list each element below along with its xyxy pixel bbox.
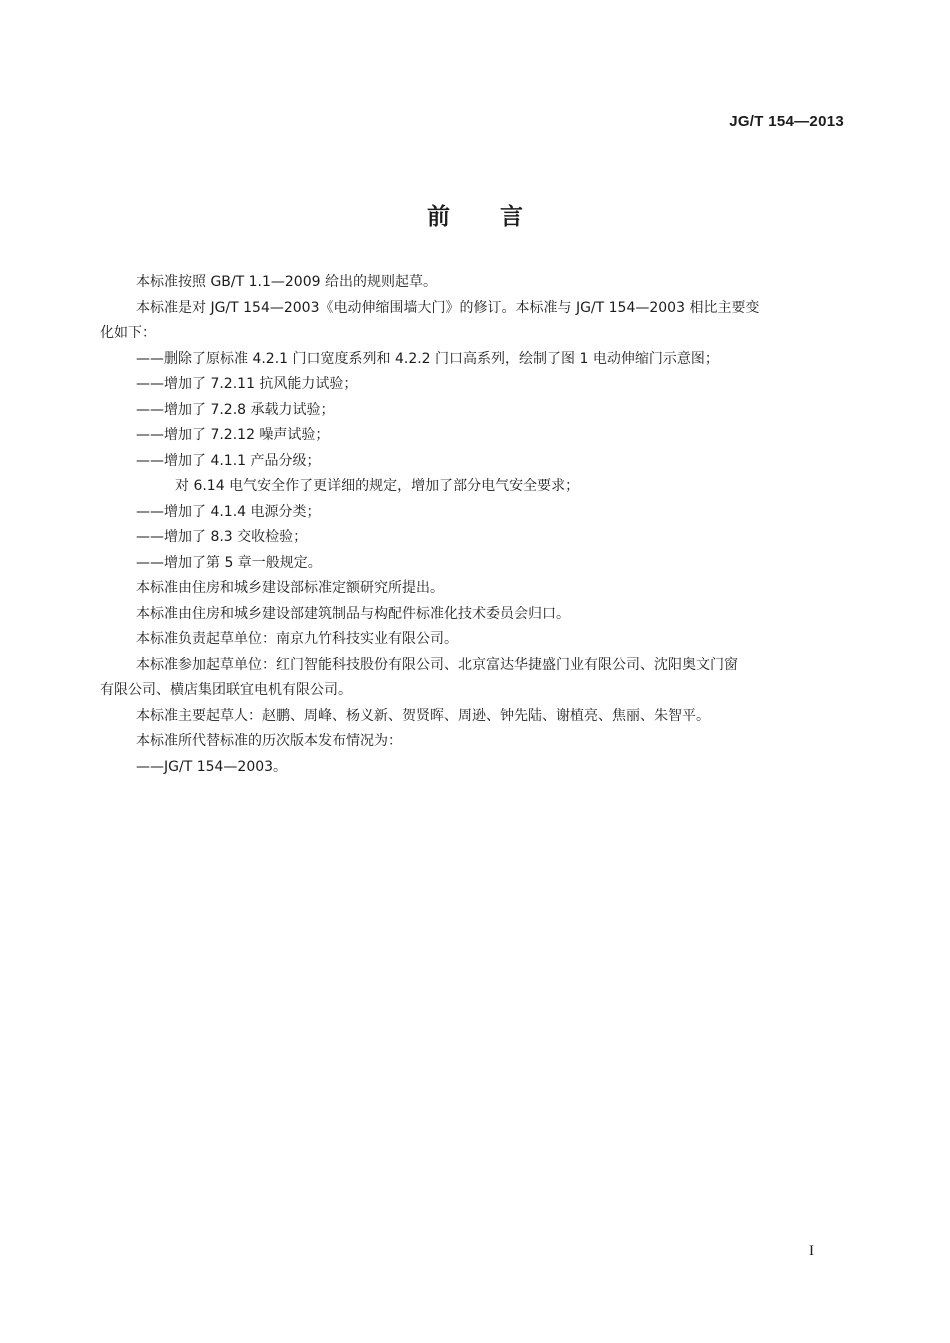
change-list-item: ——增加了 7.2.12 噪声试验； bbox=[136, 427, 330, 443]
change-list-item: ——增加了 7.2.11 抗风能力试验； bbox=[136, 376, 358, 392]
paragraph-line: 本标准参加起草单位：红门智能科技股份有限公司、北京富达华捷盛门业有限公司、沈阳奥文门窗 bbox=[136, 656, 738, 673]
change-list-item: ——增加了第 5 章一般规定。 bbox=[136, 554, 322, 571]
page-number: I bbox=[809, 1243, 814, 1259]
paragraph-line: 本标准主要起草人：赵鹏、周峰、杨义新、贺贤晖、周逊、钟先陆、谢植亮、焦丽、朱智平。 bbox=[136, 707, 710, 724]
change-list-item: 对 6.14 电气安全作了更详细的规定，增加了部分电气安全要求； bbox=[175, 478, 580, 494]
foreword-body bbox=[100, 270, 848, 780]
paragraph-line: 本标准是对 JG/T 154—2003《电动伸缩围墙大门》的修订。本标准与 JG/T 154—2003 相比主要变 bbox=[136, 299, 760, 316]
paragraph-line: 本标准负责起草单位：南京九竹科技实业有限公司。 bbox=[136, 631, 458, 647]
paragraph-line: 本标准由住房和城乡建设部建筑制品与构配件标准化技术委员会归口。 bbox=[136, 605, 570, 622]
paragraph-line: 有限公司、横店集团联宜电机有限公司。 bbox=[100, 682, 352, 698]
paragraph-line: 化如下： bbox=[100, 325, 156, 341]
change-list-item: ——删除了原标准 4.2.1 门口宽度系列和 4.2.2 门口高系列，绘制了图 1 电动伸缩门示意图； bbox=[136, 350, 719, 367]
change-list-item: ——增加了 8.3 交收检验； bbox=[136, 529, 308, 545]
change-list-item: ——增加了 4.1.4 电源分类； bbox=[136, 503, 321, 520]
paragraph-line: 本标准由住房和城乡建设部标准定额研究所提出。 bbox=[136, 580, 444, 596]
paragraph-line: 本标准所代替标准的历次版本发布情况为： bbox=[136, 733, 402, 749]
version-history-item: ——JG/T 154—2003。 bbox=[136, 758, 288, 775]
page-title: 前言 bbox=[427, 204, 573, 230]
standard-code: JG/T 154—2013 bbox=[729, 113, 844, 130]
change-list-item: ——增加了 7.2.8 承载力试验； bbox=[136, 401, 335, 418]
paragraph-line: 本标准按照 GB/T 1.1—2009 给出的规则起草。 bbox=[136, 274, 437, 290]
change-list-item: ——增加了 4.1.1 产品分级； bbox=[136, 452, 321, 469]
